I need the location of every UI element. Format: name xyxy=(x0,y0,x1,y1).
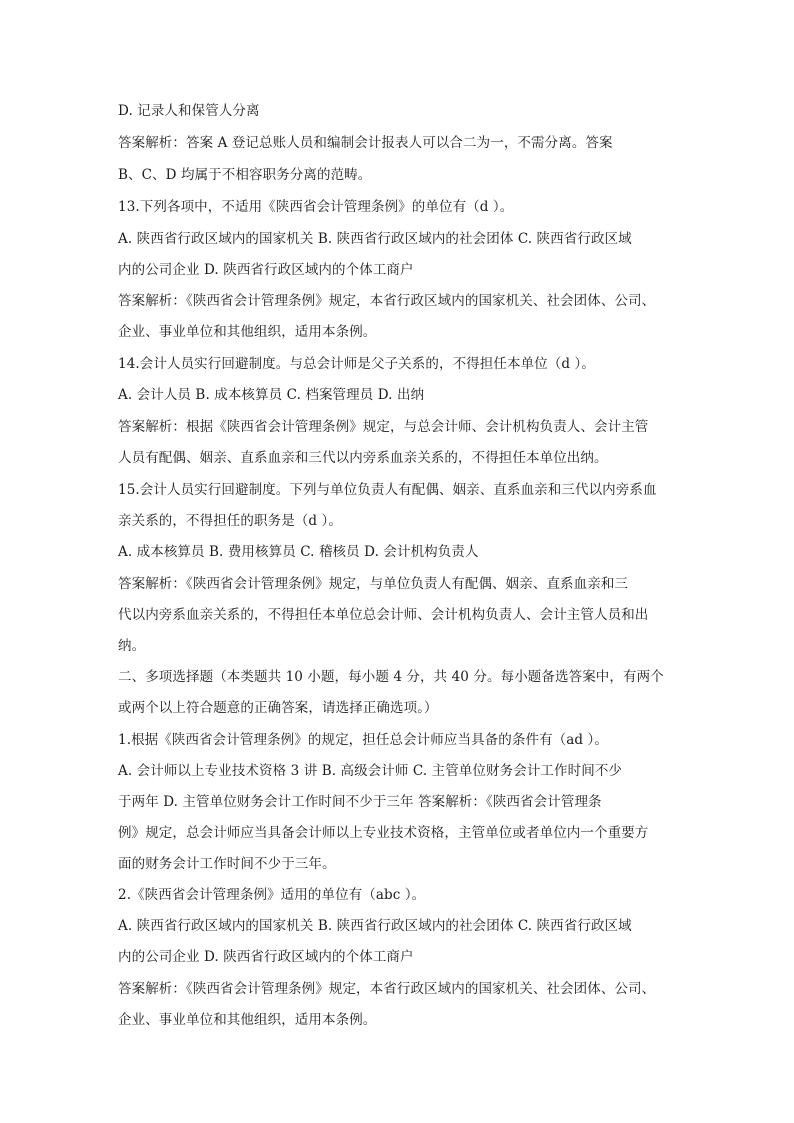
question-13-analysis-cont: 企业、事业单位和其他组织，适用本条例。 xyxy=(118,324,377,340)
mc-question-2-analysis: 答案解析：《陕西省会计管理条例》规定，本省行政区域内的国家机关、社会团体、公司、 xyxy=(118,981,656,997)
text-line-answer-analysis: 答案解析：答案 A 登记总账人员和编制会计报表人可以合二为一，不需分离。答案 xyxy=(118,135,613,151)
question-15: 15.会计人员实行回避制度。下列与单位负责人有配偶、姻亲、直系血亲和三代以内旁系血 xyxy=(118,482,657,498)
question-15-analysis: 答案解析：《陕西省会计管理条例》规定，与单位负责人有配偶、姻亲、直系血亲和三 xyxy=(118,576,629,592)
mc-question-1: 1.根据《陕西省会计管理条例》的规定，担任总会计师应当具备的条件有（ad ）。 xyxy=(118,732,609,748)
mc-question-2-options-cont: 内的公司企业 D. 陕西省行政区域内的个体工商户 xyxy=(118,949,414,965)
mc-question-1-analysis-cont: 面的财务会计工作时间不少于三年。 xyxy=(118,856,336,872)
question-14-options: A. 会计人员 B. 成本核算员 C. 档案管理员 D. 出纳 xyxy=(118,387,425,403)
text-line-answer-analysis-cont: B、C、D 均属于不相容职务分离的范畴。 xyxy=(118,167,372,183)
question-15-cont: 亲关系的，不得担任的职务是（d ）。 xyxy=(118,513,342,529)
mc-question-1-options: A. 会计师以上专业技术资格 3 讲 B. 高级会计师 C. 主管单位财务会计工作时间不少 xyxy=(118,763,623,779)
question-13: 13.下列各项中，不适用《陕西省会计管理条例》的单位有（d ）。 xyxy=(118,199,514,215)
text-line-option-d: D. 记录人和保管人分离 xyxy=(118,103,260,119)
mc-question-2: 2.《陕西省会计管理条例》适用的单位有（abc ）。 xyxy=(118,887,426,903)
question-15-analysis-cont: 代以内旁系血亲关系的，不得担任本单位总会计师、会计机构负责人、会计主管人员和出 xyxy=(118,607,649,623)
question-14-analysis: 答案解析：根据《陕西省会计管理条例》规定，与总会计师、会计机构负责人、会计主管 xyxy=(118,419,649,435)
mc-question-1-analysis: 例》规定，总会计师应当具备会计师以上专业技术资格，主管单位或者单位内一个重要方 xyxy=(118,825,649,841)
section-heading-multiple-choice: 二、多项选择题（本类题共 10 小题，每小题 4 分，共 40 分。每小题备选答案中，有两个 xyxy=(118,669,664,685)
question-14: 14.会计人员实行回避制度。与总会计师是父子关系的，不得担任本单位（d ）。 xyxy=(118,356,595,372)
section-heading-cont: 或两个以上符合题意的正确答案，请选择正确选项。） xyxy=(118,700,438,716)
question-15-analysis-end: 纳。 xyxy=(118,638,146,654)
question-14-analysis-cont: 人员有配偶、姻亲、直系血亲和三代以内旁系血亲关系的，不得担任本单位出纳。 xyxy=(118,450,608,466)
question-13-options-cont: 内的公司企业 D. 陕西省行政区域内的个体工商户 xyxy=(118,262,414,278)
question-13-options: A. 陕西省行政区域内的国家机关 B. 陕西省行政区域内的社会团体 C. 陕西省行政区域 xyxy=(118,231,632,247)
mc-question-2-options: A. 陕西省行政区域内的国家机关 B. 陕西省行政区域内的社会团体 C. 陕西省行政区域 xyxy=(118,918,632,934)
question-13-analysis: 答案解析：《陕西省会计管理条例》规定，本省行政区域内的国家机关、社会团体、公司、 xyxy=(118,293,656,309)
question-15-options: A. 成本核算员 B. 费用核算员 C. 稽核员 D. 会计机构负责人 xyxy=(118,544,479,560)
mc-question-1-options-cont: 于两年 D. 主管单位财务会计工作时间不少于三年 答案解析：《陕西省会计管理条 xyxy=(118,794,602,810)
mc-question-2-analysis-cont: 企业、事业单位和其他组织，适用本条例。 xyxy=(118,1012,377,1028)
